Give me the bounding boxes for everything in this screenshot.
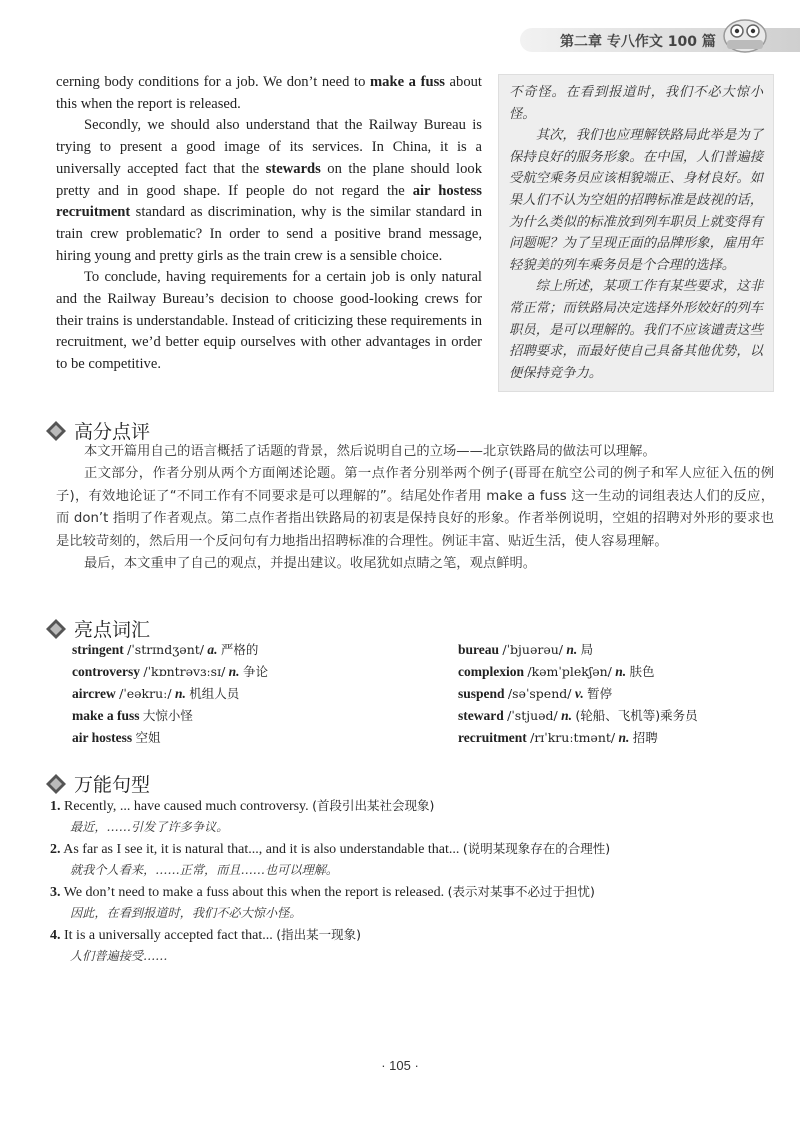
- section-title: 亮点词汇: [74, 619, 151, 641]
- vocab-item: aircrew /ˈeəkruː/ n. 机组人员: [72, 686, 240, 701]
- vocab-item: make a fuss 大惊小怪: [72, 708, 193, 723]
- vocab-item: bureau /ˈbjuərəu/ n. 局: [458, 642, 594, 657]
- sentence-item: 3. We don’t need to make a fuss about this when the report is released. (表示对某事不必过于担忧) 因此，在看到报道时，我们不必大惊小怪。: [50, 884, 595, 920]
- vocab-item: recruitment /rɪˈkruːtmənt/ n. 招聘: [458, 730, 658, 745]
- chapter-title: 第二章 专八作文 100 篇: [560, 34, 716, 50]
- vocab-item: complexion /kəmˈplekʃən/ n. 肤色: [458, 664, 655, 679]
- vocab-row: [72, 661, 782, 683]
- review-text: [56, 441, 774, 575]
- vocab-item: controversy /ˈkɒntrəvɜːsɪ/ n. 争论: [72, 664, 268, 679]
- vocab-list: [72, 639, 782, 749]
- vocab-row: [72, 705, 782, 727]
- vocab-row: [72, 683, 782, 705]
- highlight-phrase: stewards: [265, 160, 321, 177]
- section-title: 高分点评: [74, 421, 151, 443]
- sentence-item: 4. It is a universally accepted fact that... (指出某一现象) 人们普遍接受……: [50, 927, 362, 963]
- diamond-bullet-icon: [44, 419, 68, 443]
- page-number: · 105 ·: [381, 1058, 419, 1073]
- section-title: 万能句型: [74, 774, 151, 796]
- diamond-bullet-icon: [44, 772, 68, 796]
- essay-paragraph-3: To conclude, having requirements for a certain job is only natural and the Railway Bureau’s decision to choose good-looking crews for their trains is understandable. Instead of criticizing these requirements in recruitment, we’d better equip ourselves with other advantages in order to be competitive.: [56, 269, 482, 373]
- vocab-row: [72, 727, 782, 749]
- sentence-item: 1. Recently, ... have caused much controversy. (首段引出某社会现象) 最近，……引发了许多争议。: [50, 798, 435, 834]
- vocab-item: suspend /səˈspend/ v. 暂停: [458, 686, 613, 701]
- essay-paragraph-2: Secondly, we should also understand that the Railway Bureau is trying to present a good image of its services. In China, it is a universally accepted fact that the stewards on the plane should look pretty and in good shape. If people do not regard the air hostess recruitment standard as discrimination, why is the similar standard in train crew problematic? In order to send a positive brand message, hiring young and pretty girls as the train crew is a sensible choice.: [56, 117, 482, 264]
- highlight-phrase: make a fuss: [370, 74, 445, 90]
- vocab-row: [72, 639, 782, 661]
- vocab-item: air hostess 空姐: [72, 730, 161, 745]
- vocab-item: steward /ˈstjuəd/ n. (轮船、飞机等)乘务员: [458, 708, 698, 723]
- diamond-bullet-icon: [44, 617, 68, 641]
- translation-paragraph-2: 其次，我们也应理解铁路局此举是为了保持良好的服务形象。在中国，人们普遍接受航空乘务员应该相貌端正、身材良好。如果人们不认为空姐的招聘标准是歧视的话，为什么类似的标准放到列车职员上就变得有问题呢？为了呈现正面的品牌形象，雇用年轻貌美的列车乘务员是个合理的选择。: [509, 128, 763, 273]
- review-paragraph-2: 正文部分，作者分别从两个方面阐述论题。第一点作者分别举两个例子(哥哥在航空公司的例子和军人应征入伍的例子)，有效地论证了“不同工作有不同要求是可以理解的”。结尾处作者用 make a fuss 这一生动的词组表达人们的反应，而 don’t 指明了作者观点。第二点作者指出铁路局的初衷是保持良好的形象。作者举例说明，空姐的招聘对外形的要求也是比较苛刻的，然后用一个反问句有力地指出招聘标准的合理性。例证丰富、贴近生活，使人容易理解。: [56, 466, 774, 549]
- essay-english: [56, 72, 482, 376]
- vocab-item: stringent /ˈstrɪndʒənt/ a. 严格的: [72, 642, 259, 657]
- mascot-logo-icon: [722, 14, 768, 54]
- sentence-list: [50, 795, 790, 967]
- review-paragraph-3: 最后，本文重申了自己的观点，并提出建议。收尾犹如点睛之笔，观点鲜明。: [84, 556, 537, 572]
- essay-paragraph-1: cerning body conditions for a job. We don’t need to make a fuss about this when the report is released.: [56, 74, 482, 112]
- translation-paragraph-1: 不奇怪。在看到报道时，我们不必大惊小怪。: [509, 85, 763, 122]
- sentence-section-heading: [44, 770, 150, 797]
- vocab-section-heading: [44, 615, 150, 642]
- review-section-heading: [44, 417, 150, 444]
- review-paragraph-1: 本文开篇用自己的语言概括了话题的背景，然后说明自己的立场——北京铁路局的做法可以理解。: [84, 444, 656, 459]
- highlight-phrase: air hostess recruitment: [56, 182, 482, 221]
- translation-box: [498, 74, 774, 392]
- translation-paragraph-3: 综上所述，某项工作有某些要求，这非常正常；而铁路局决定选择外形姣好的列车职员，是可以理解的。我们不应该谴责这些招聘要求，而最好使自己具备其他优势，以便保持竞争力。: [509, 279, 763, 381]
- sentence-item: 2. As far as I see it, it is natural that..., and it is also understandable that... (说明某现象存在的合理性) 就我个人看来，……正常，而且……也可以理解。: [50, 841, 611, 877]
